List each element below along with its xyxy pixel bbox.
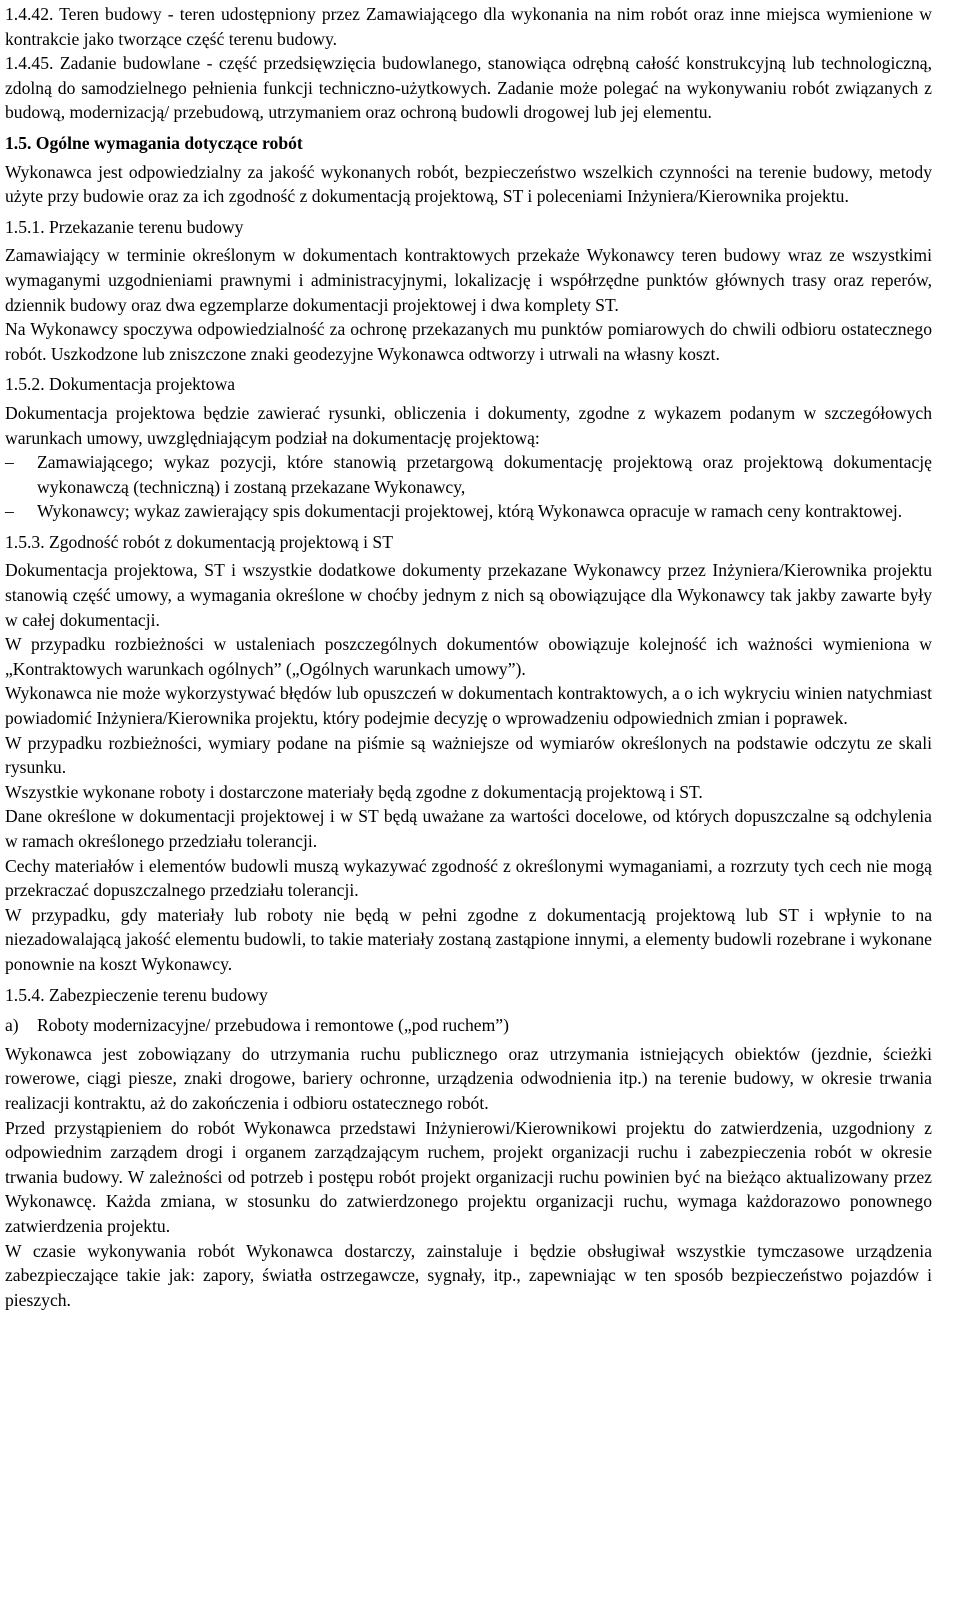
section-heading-1-5-2: 1.5.2. Dokumentacja projektowa — [5, 374, 236, 395]
section-heading-1-5-4: 1.5.4. Zabezpieczenie terenu budowy — [5, 984, 268, 1005]
list-dash: – — [5, 452, 14, 473]
list-item — [5, 499, 932, 524]
section-1-5-3-text: Cechy materiałów i elementów budowli muszą wykazywać zgodność z określonymi wymaganiami, a rozrzuty tych cech nie mogą przekraczać dopuszczalnego przedziału tolerancji. — [5, 855, 932, 901]
list-item-text: Zamawiającego; wykaz pozycji, które stanowią przetargową dokumentację projektową oraz projektową dokumentację wykonawczą (techniczną) i zostaną przekazane Wykonawcy, — [37, 452, 932, 497]
section-heading-1-5-3: 1.5.3. Zgodność robót z dokumentacją projektową i ST — [5, 531, 393, 552]
section-1-5-text: Wykonawca jest odpowiedzialny za jakość wykonanych robót, bezpieczeństwo wszelkich czynności na terenie budowy, metody użyte przy budowie oraz za ich zgodność z dokumentacją projektową, ST i poleceniami Inżyniera/Kierownika projektu. — [5, 161, 932, 207]
definition-1-4-42: 1.4.42. Teren budowy - teren udostępniony przez Zamawiającego dla wykonania na nim robót oraz inne miejsca wymienione w kontrakcie jako tworzące część terenu budowy. — [5, 4, 932, 49]
section-1-5-4-text: Przed przystąpieniem do robót Wykonawca przedstawi Inżynierowi/Kierownikowi projektu do zatwierdzenia, uzgodniony z odpowiednim zarządem drogi i organem zarządzającym ruchem, projekt organizacji ruchu i zabezpieczenia robót w okresie trwania budowy. W zależności od potrzeb i postępu robót projekt organizacji ruchu powinien być na bieżąco aktualizowany przez Wykonawcę. Każda zmiana, w stosunku do zatwierdzonego projektu organizacji ruchu, wymaga każdorazowo ponownego zatwierdzenia projektu. — [5, 1117, 932, 1236]
list-dash: – — [5, 501, 14, 522]
list-item-text: Wykonawcy; wykaz zawierający spis dokumentacji projektowej, którą Wykonawca opracuje w ramach ceny kontraktowej. — [37, 501, 903, 522]
section-1-5-2-text: Dokumentacja projektowa będzie zawierać rysunki, obliczenia i dokumenty, zgodne z wykazem podanym w szczegółowych warunkach umowy, uwzględniającym podział na dokumentację projektową: — [5, 402, 932, 448]
section-heading-1-5: 1.5. Ogólne wymagania dotyczące robót — [5, 132, 303, 153]
subsection-a — [5, 1013, 932, 1038]
list-item — [5, 450, 932, 499]
definition-1-4-45: 1.4.45. Zadanie budowlane - część przedsięwzięcia budowlanego, stanowiąca odrębną całość konstrukcyjną lub technologiczną, zdolną do samodzielnego pełnienia funkcji techniczno-użytkowych. Zadanie może polegać na wykonywaniu robót związanych z budową, modernizacją/ przebudową, utrzymaniem oraz ochroną budowli drogowej lub jej elementu. — [5, 53, 932, 123]
subsection-title: Roboty modernizacyjne/ przebudowa i remontowe („pod ruchem”) — [37, 1015, 509, 1036]
section-1-5-3-text: Wszystkie wykonane roboty i dostarczone materiały będą zgodne z dokumentacją projektową i ST. — [5, 781, 703, 802]
section-1-5-1-text-b: Na Wykonawcy spoczywa odpowiedzialność za ochronę przekazanych mu punktów pomiarowych do chwili odbioru ostatecznego robót. Uszkodzone lub zniszczone znaki geodezyjne Wykonawca odtworzy i utrwali na własny koszt. — [5, 319, 932, 364]
section-1-5-4-text: Wykonawca jest zobowiązany do utrzymania ruchu publicznego oraz utrzymania istniejących obiektów (jezdnie, ścieżki rowerowe, ciągi piesze, znaki drogowe, bariery ochronne, urządzenia odwodnienia itp.) na terenie budowy, w okresie trwania realizacji kontraktu, aż do zakończenia i odbioru ostatecznego robót. — [5, 1043, 932, 1113]
section-1-5-3-text: W przypadku rozbieżności, wymiary podane na piśmie są ważniejsze od wymiarów określonych na podstawie odczytu ze skali rysunku. — [5, 732, 932, 778]
subsection-marker: a) — [5, 1015, 19, 1036]
section-1-5-4-text: W czasie wykonywania robót Wykonawca dostarczy, zainstaluje i będzie obsługiwał wszystkie tymczasowe urządzenia zabezpieczające takie jak: zapory, światła ostrzegawcze, sygnały, itp., zapewniając w ten sposób bezpieczeństwo pojazdów i pieszych. — [5, 1240, 932, 1310]
section-1-5-3-text: W przypadku, gdy materiały lub roboty nie będą w pełni zgodne z dokumentacją projektową lub ST i wpłynie to na niezadowalającą jakość elementu budowli, to takie materiały zostaną zastąpione innymi, a elementy budowli rozebrane i wykonane ponownie na koszt Wykonawcy. — [5, 904, 932, 974]
section-1-5-1-text-a: Zamawiający w terminie określonym w dokumentach kontraktowych przekaże Wykonawcy teren budowy wraz ze wszystkimi wymaganymi uzgodnieniami prawnymi i administracyjnymi, lokalizację i współrzędne punktów głównych trasy oraz reperów, dziennik budowy oraz dwa egzemplarze dokumentacji projektowej i dwa komplety ST. — [5, 245, 932, 315]
section-1-5-3-text: W przypadku rozbieżności w ustaleniach poszczególnych dokumentów obowiązuje kolejność ich ważności wymieniona w „Kontraktowych warunkach ogólnych” („Ogólnych warunkach umowy”). — [5, 634, 932, 679]
section-1-5-3-text: Dane określone w dokumentacji projektowej i w ST będą uważane za wartości docelowe, od których dopuszczalne są odchylenia w ramach określonego przedziału tolerancji. — [5, 806, 932, 851]
section-heading-1-5-1: 1.5.1. Przekazanie terenu budowy — [5, 216, 244, 237]
section-1-5-3-text: Wykonawca nie może wykorzystywać błędów lub opuszczeń w dokumentach kontraktowych, a o ich wykryciu winien natychmiast powiadomić Inżyniera/Kierownika projektu, który podejmie decyzję o wprowadzeniu odpowiednich zmian i poprawek. — [5, 683, 932, 729]
section-1-5-3-text: Dokumentacja projektowa, ST i wszystkie dodatkowe dokumenty przekazane Wykonawcy przez Inżyniera/Kierownika projektu stanowią część umowy, a wymagania określone w choćby jednym z nich są obowiązujące dla Wykonawcy tak jakby zawarte były w całej dokumentacji. — [5, 560, 932, 630]
